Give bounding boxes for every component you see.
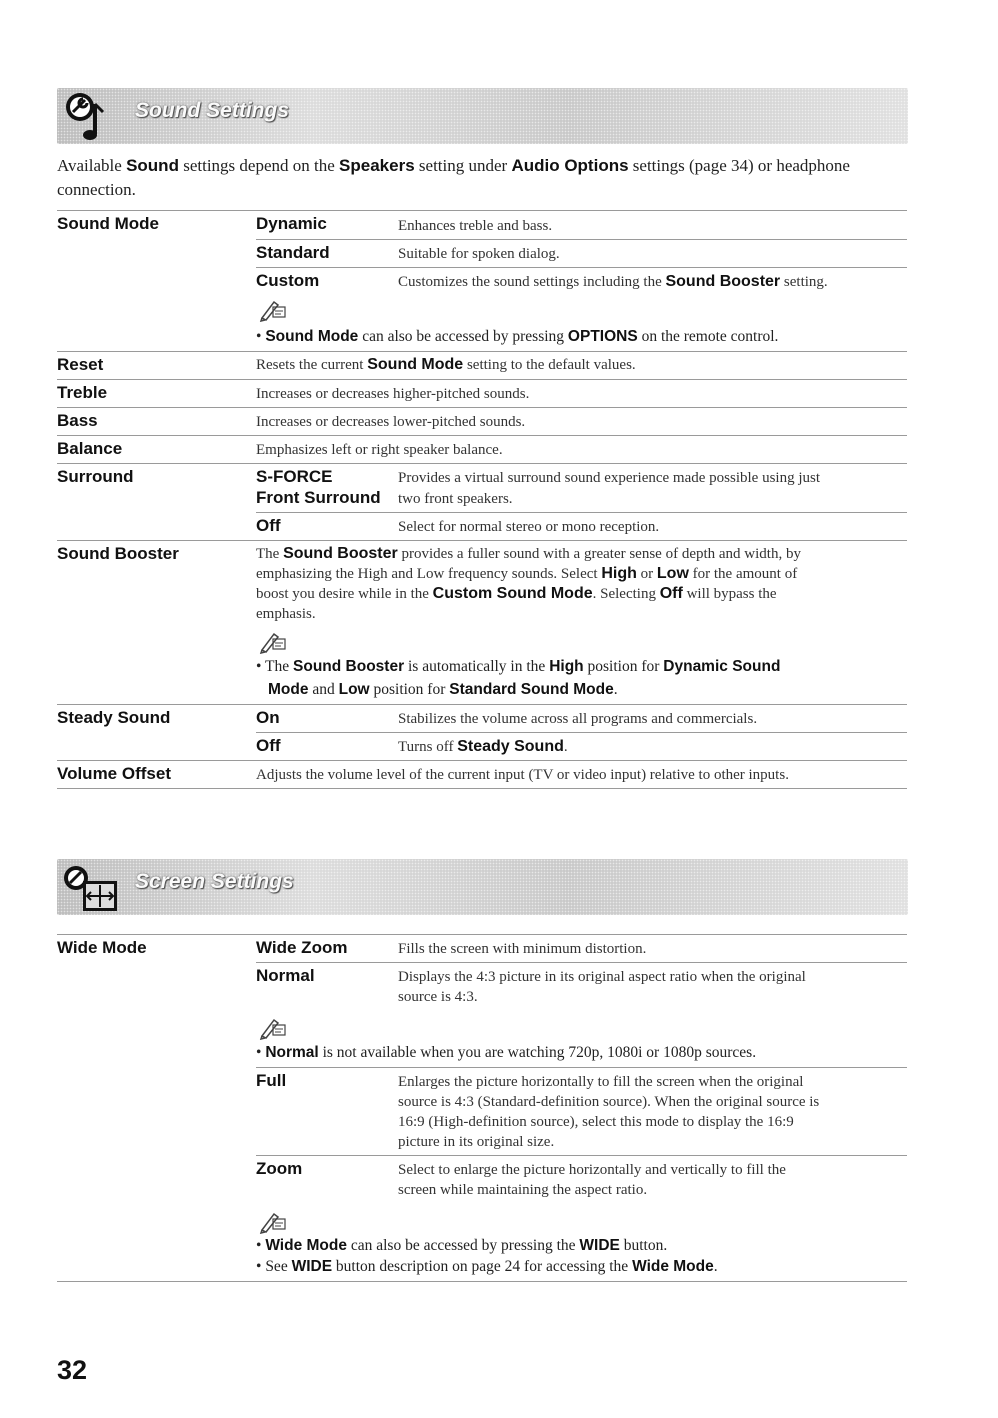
option-desc: Suitable for spoken dialog. bbox=[398, 246, 560, 262]
option-front-surround: Front Surround bbox=[256, 488, 381, 507]
option-off: Off bbox=[256, 516, 281, 535]
screen-settings-banner bbox=[57, 859, 908, 915]
section-title: Screen Settings bbox=[135, 870, 294, 893]
divider bbox=[256, 962, 907, 963]
option-standard: Standard bbox=[256, 243, 330, 262]
option-on: On bbox=[256, 708, 280, 727]
section-title: Sound Settings bbox=[135, 99, 289, 122]
row-desc: Emphasizes left or right speaker balance. bbox=[256, 442, 503, 458]
row-desc: Adjusts the volume level of the current input (TV or video input) relative to other inputs. bbox=[256, 767, 789, 783]
divider bbox=[57, 351, 907, 352]
divider bbox=[57, 704, 907, 705]
option-desc: source is 4:3. bbox=[398, 989, 478, 1005]
note-item: • Wide Mode can also be accessed by pressing the WIDE button. bbox=[256, 1237, 668, 1254]
divider bbox=[57, 407, 907, 408]
note-item: • Normal is not available when you are watching 720p, 1080i or 1080p sources. bbox=[256, 1044, 757, 1061]
row-label-reset: Reset bbox=[57, 355, 104, 374]
row-label-balance: Balance bbox=[57, 439, 123, 458]
sound-settings-banner bbox=[57, 88, 908, 144]
note-item: • See WIDE button description on page 24 for accessing the Wide Mode. bbox=[256, 1258, 718, 1275]
option-off: Off bbox=[256, 736, 281, 755]
wrench-screen-icon bbox=[61, 861, 133, 915]
row-label-steady-sound: Steady Sound bbox=[57, 708, 171, 727]
row-desc: Resets the current Sound Mode setting to the default values. bbox=[256, 356, 636, 373]
option-zoom: Zoom bbox=[256, 1159, 303, 1178]
divider bbox=[256, 267, 907, 268]
option-desc: two front speakers. bbox=[398, 491, 513, 507]
pencil-note-icon bbox=[258, 1016, 288, 1040]
row-label-volume-offset: Volume Offset bbox=[57, 764, 171, 783]
option-s-force: S-FORCE bbox=[256, 467, 333, 486]
page-number: 32 bbox=[57, 1355, 88, 1385]
option-desc: Provides a virtual surround sound experience made possible using just bbox=[398, 470, 821, 486]
row-label-surround: Surround bbox=[57, 467, 134, 486]
option-desc: Select to enlarge the picture horizontally and vertically to fill the screen while maintaining the aspect ratio. bbox=[398, 1162, 786, 1198]
divider bbox=[256, 512, 907, 513]
option-desc: Turns off Steady Sound. bbox=[398, 738, 568, 755]
option-desc: Select for normal stereo or mono reception. bbox=[398, 519, 660, 535]
divider bbox=[57, 934, 907, 935]
option-desc: Enhances treble and bass. bbox=[398, 218, 553, 234]
row-desc: Increases or decreases lower-pitched sounds. bbox=[256, 414, 526, 430]
divider bbox=[57, 210, 907, 211]
note-item: • Sound Mode can also be accessed by pressing OPTIONS on the remote control. bbox=[256, 328, 779, 345]
option-dynamic: Dynamic bbox=[256, 214, 327, 233]
divider bbox=[256, 732, 907, 733]
option-desc: Customizes the sound settings including the Sound Booster setting. bbox=[398, 273, 828, 290]
option-wide-zoom: Wide Zoom bbox=[256, 938, 348, 957]
divider bbox=[57, 788, 907, 789]
option-custom: Custom bbox=[256, 271, 320, 290]
divider bbox=[57, 760, 907, 761]
pencil-note-icon bbox=[258, 630, 288, 654]
intro-paragraph: Available Sound settings depend on the Speakers setting under Audio Options settings (page 34) or headphone connection. bbox=[57, 156, 850, 199]
divider bbox=[57, 1281, 907, 1282]
divider bbox=[57, 379, 907, 380]
divider bbox=[256, 1155, 907, 1156]
option-desc: Stabilizes the volume across all programs and commercials. bbox=[398, 711, 758, 727]
divider bbox=[57, 463, 907, 464]
option-desc: Fills the screen with minimum distortion. bbox=[398, 941, 647, 957]
note-item-cont: Mode and Low position for Standard Sound Mode. bbox=[268, 681, 618, 698]
row-label-treble: Treble bbox=[57, 383, 108, 402]
row-desc: The Sound Booster provides a fuller sound with a greater sense of depth and width, by emphasizing the High and Low frequency sounds. Select High or Low for the amount of boost you desire while in the Custom Sound Mode. Selecting Off will bypass the emphasis. bbox=[256, 545, 801, 622]
divider bbox=[57, 435, 907, 436]
divider bbox=[256, 239, 907, 240]
note-item: • The Sound Booster is automatically in the High position for Dynamic Sound bbox=[256, 658, 781, 675]
pencil-note-icon bbox=[258, 1210, 288, 1234]
wrench-music-note-icon bbox=[61, 90, 133, 144]
option-full: Full bbox=[256, 1071, 287, 1090]
option-desc: Enlarges the picture horizontally to fill the screen when the original source is 4:3 (Standard-definition source). When the original source is 16:9 (High-definition source), select this mode to display the 16:9 picture in its original size. bbox=[398, 1074, 820, 1150]
divider bbox=[57, 540, 907, 541]
option-normal: Normal bbox=[256, 966, 315, 985]
row-label-wide-mode: Wide Mode bbox=[57, 938, 147, 957]
option-desc: Displays the 4:3 picture in its original aspect ratio when the original bbox=[398, 969, 806, 985]
row-label-sound-mode: Sound Mode bbox=[57, 214, 159, 233]
pencil-note-icon bbox=[258, 298, 288, 322]
divider bbox=[256, 1067, 907, 1068]
row-desc: Increases or decreases higher-pitched sounds. bbox=[256, 386, 530, 402]
row-label-bass: Bass bbox=[57, 411, 98, 430]
row-label-sound-booster: Sound Booster bbox=[57, 544, 179, 563]
